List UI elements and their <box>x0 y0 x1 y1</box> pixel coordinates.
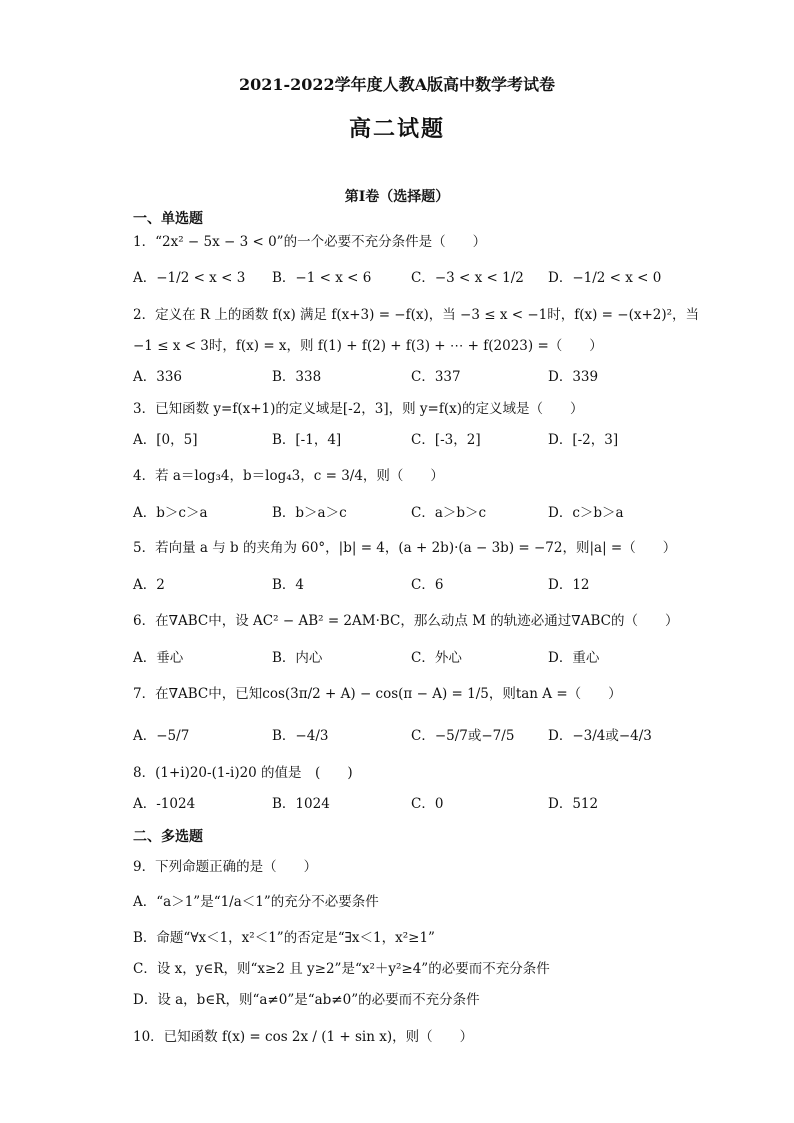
question-4-option-a: A．b＞c＞a <box>133 505 208 521</box>
question-6-option-a: A．垂心 <box>133 650 184 666</box>
question-9-option-d: D．设 a，b∈R，则“a≠0”是“ab≠0”的必要而不充分条件 <box>133 992 480 1008</box>
question-8-option-b: B．1024 <box>272 796 330 812</box>
question-2-option-a: A．336 <box>133 369 183 385</box>
question-8-option-c: C．0 <box>411 796 444 812</box>
question-9-option-b: B．命题“∀x＜1，x²＜1”的否定是“∃x＜1，x²≥1” <box>133 930 435 946</box>
question-7-option-c: C．−5/7或−7/5 <box>411 728 515 744</box>
question-9-stem: 9．下列命题正确的是（ ） <box>133 859 318 875</box>
question-4-option-b: B．b＞a＞c <box>272 505 347 521</box>
question-1-option-b: B．−1 < x < 6 <box>272 270 372 286</box>
question-7-stem: 7．在∇ABC中，已知cos(3π/2 + A) − cos(π − A) = 1/5，则tan A =（ ） <box>133 686 622 702</box>
question-5-option-d: D．12 <box>548 577 590 593</box>
question-7-option-a: A．−5/7 <box>133 728 190 744</box>
question-3-stem: 3．已知函数 y=f(x+1)的定义域是[-2，3]，则 y=f(x)的定义域是（ ） <box>133 401 584 417</box>
question-1-option-d: D．−1/2 < x < 0 <box>548 270 662 286</box>
question-2-stem-line1: 2．定义在 R 上的函数 f(x) 满足 f(x+3) = −f(x)，当 −3 ≤ x < −1时，f(x) = −(x+2)²，当 <box>133 307 700 323</box>
section-single-choice: 一、单选题 <box>133 211 203 227</box>
question-1-option-a: A．−1/2 < x < 3 <box>133 270 246 286</box>
question-5-option-a: A．2 <box>133 577 165 593</box>
section-multi-choice: 二、多选题 <box>133 829 203 845</box>
question-6-option-b: B．内心 <box>272 650 323 666</box>
question-6-stem: 6．在∇ABC中，设 AC² − AB² = 2AM·BC，那么动点 M 的轨迹必通过∇ABC的（ ） <box>133 613 679 629</box>
exam-title: 2021-2022学年度人教A版高中数学考试卷 <box>238 75 556 94</box>
question-5-option-b: B．4 <box>272 577 305 593</box>
question-5-option-c: C．6 <box>411 577 444 593</box>
question-10-stem: 10．已知函数 f(x) = cos 2x / (1 + sin x)，则（ ） <box>133 1029 474 1045</box>
question-1-stem: 1．“2x² − 5x − 3 < 0”的一个必要不充分条件是（ ） <box>133 234 487 250</box>
question-8-option-d: D．512 <box>548 796 599 812</box>
question-9-option-a: A．“a＞1”是“1/a＜1”的充分不必要条件 <box>133 894 379 910</box>
question-3-option-c: C．[-3，2] <box>411 432 481 448</box>
question-4-option-c: C．a＞b＞c <box>411 505 487 521</box>
question-4-stem: 4．若 a＝log₃4，b＝log₄3，c = 3/4，则（ ） <box>133 468 444 484</box>
question-2-stem-line2: −1 ≤ x < 3时，f(x) = x，则 f(1) + f(2) + f(3) + ⋯ + f(2023) =（ ） <box>133 338 603 354</box>
question-4-option-d: D．c＞b＞a <box>548 505 624 521</box>
question-2-option-c: C．337 <box>411 369 461 385</box>
part-title: 第I卷（选择题） <box>344 189 450 205</box>
question-7-option-d: D．−3/4或−4/3 <box>548 728 652 744</box>
question-6-option-d: D．重心 <box>548 650 600 666</box>
question-6-option-c: C．外心 <box>411 650 462 666</box>
question-1-option-c: C．−3 < x < 1/2 <box>411 270 524 286</box>
question-2-option-d: D．339 <box>548 369 599 385</box>
question-2-option-b: B．338 <box>272 369 322 385</box>
question-7-option-b: B．−4/3 <box>272 728 329 744</box>
question-5-stem: 5．若向量 a 与 b 的夹角为 60°，|b| = 4，(a + 2b)·(a − 3b) = −72，则|a| =（ ） <box>133 540 677 556</box>
question-3-option-d: D．[-2，3] <box>548 432 619 448</box>
question-9-option-c: C．设 x，y∈R，则“x≥2 且 y≥2”是“x²＋y²≥4”的必要而不充分条件 <box>133 961 550 977</box>
question-3-option-a: A．[0，5] <box>133 432 198 448</box>
question-3-option-b: B．[-1，4] <box>272 432 342 448</box>
question-8-stem: 8．(1+i)20-(1-i)20 的值是 ( ) <box>133 765 353 781</box>
question-8-option-a: A．-1024 <box>133 796 196 812</box>
exam-subtitle: 高二试题 <box>348 116 445 142</box>
